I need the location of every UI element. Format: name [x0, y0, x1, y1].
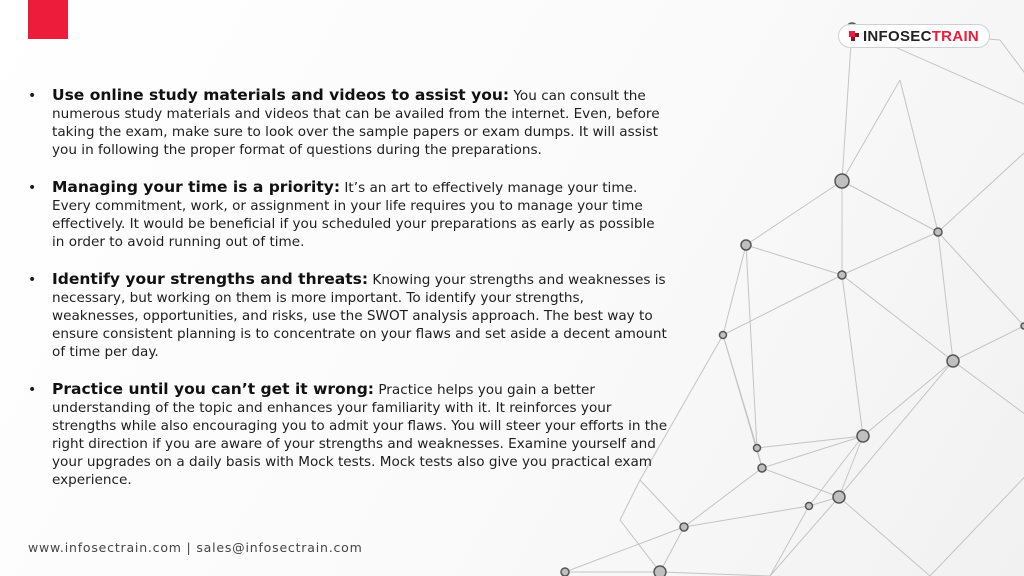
- bullet-text: [52, 178, 668, 251]
- network-edge: [746, 181, 842, 245]
- bullet-dot: •: [28, 272, 37, 288]
- network-edge: [839, 436, 863, 497]
- network-edge: [762, 436, 863, 468]
- network-node: [838, 271, 846, 279]
- network-edge: [938, 232, 1024, 326]
- network-edge: [863, 361, 953, 436]
- network-edge: [900, 80, 938, 232]
- network-edge: [953, 361, 1024, 440]
- bullet-dot: •: [28, 88, 37, 104]
- network-node: [934, 228, 942, 236]
- network-edge: [938, 232, 953, 361]
- network-node: [654, 566, 666, 576]
- network-edge: [684, 506, 809, 527]
- bullet-heading: Identify your strengths and threats:: [52, 270, 369, 288]
- bullet-heading: Practice until you can’t get it wrong:: [52, 380, 375, 398]
- bullet-item: [28, 380, 668, 489]
- network-edge: [1000, 40, 1024, 120]
- network-edge: [620, 520, 660, 572]
- logo-text-prefix: INFOSEC: [862, 27, 932, 45]
- network-node: [741, 240, 751, 250]
- network-node: [720, 332, 727, 339]
- network-edge: [938, 120, 1024, 232]
- network-node: [806, 503, 813, 510]
- network-node: [754, 445, 761, 452]
- bullet-body: Practice helps you gain a better understanding of the topic and enhances your familiarity with it. It reinforces your strengths while also encouraging you to admit your flaws. You will steer your efforts in the right direction if you are aware of your strengths and weaknesses. Examine yourself and your upgrades on a daily basis with Mock tests. Mock tests also give you practical exam experience.: [52, 382, 668, 488]
- network-edge: [842, 275, 953, 361]
- network-edge: [723, 275, 842, 335]
- network-node: [680, 523, 688, 531]
- logo-text-suffix: TRAIN: [931, 27, 980, 45]
- network-edge: [842, 181, 938, 232]
- network-edge: [723, 245, 746, 335]
- infosectrain-logo: [838, 24, 990, 48]
- network-edge: [770, 497, 839, 576]
- bullet-item: [28, 270, 668, 361]
- network-node: [758, 464, 766, 472]
- bullet-text: [52, 86, 668, 159]
- bullet-text: [52, 270, 668, 361]
- network-edge: [746, 245, 842, 275]
- network-node: [857, 430, 869, 442]
- bullet-text: [52, 380, 668, 489]
- network-edge: [842, 275, 863, 436]
- bullet-heading: Use online study materials and videos to assist you:: [52, 86, 510, 104]
- network-edge: [565, 527, 684, 572]
- bullet-item: [28, 86, 668, 159]
- network-edge: [684, 468, 762, 527]
- bullet-item: [28, 178, 668, 251]
- bullet-dot: •: [28, 180, 37, 196]
- network-edge: [842, 28, 852, 181]
- network-node: [835, 174, 849, 188]
- network-edge: [660, 527, 684, 572]
- network-node: [947, 355, 959, 367]
- bullet-body: Knowing your strengths and weaknesses is necessary, but working on them is more important. To identify your strengths, weaknesses, opportunities, and risks, use the SWOT analysis approach. The best way to ensure consistent planning is to concentrate on your flaws and set aside a decent amount of time per day.: [52, 272, 667, 360]
- bullet-list: [28, 86, 668, 508]
- logo-text: [863, 28, 979, 45]
- network-edge: [842, 232, 938, 275]
- network-edge: [757, 436, 863, 448]
- network-edge: [839, 497, 930, 576]
- logo-mark-icon: [849, 31, 859, 41]
- network-node: [833, 491, 845, 503]
- bullet-heading: Managing your time is a priority:: [52, 178, 341, 196]
- bullet-body: It’s an art to effectively manage your time. Every commitment, work, or assignment in your life requires you to manage your time effectively. It would be beneficial if you scheduled your preparations as early as possible in order to avoid running out of time.: [52, 180, 655, 250]
- network-edge: [842, 80, 900, 181]
- network-edge: [660, 572, 770, 576]
- network-edge: [953, 326, 1024, 361]
- network-node: [561, 568, 569, 576]
- footer-contact: www.infosectrain.com | sales@infosectrain.com: [28, 540, 363, 555]
- network-edge: [770, 506, 809, 576]
- network-edge: [930, 440, 1024, 576]
- bullet-dot: •: [28, 382, 37, 398]
- bullet-body: You can consult the numerous study materials and videos that can be availed from the internet. Even, before taking the exam, make sure to look over the sample papers or exam dumps. It will assist you in following the proper format of questions during the preparations.: [52, 88, 660, 158]
